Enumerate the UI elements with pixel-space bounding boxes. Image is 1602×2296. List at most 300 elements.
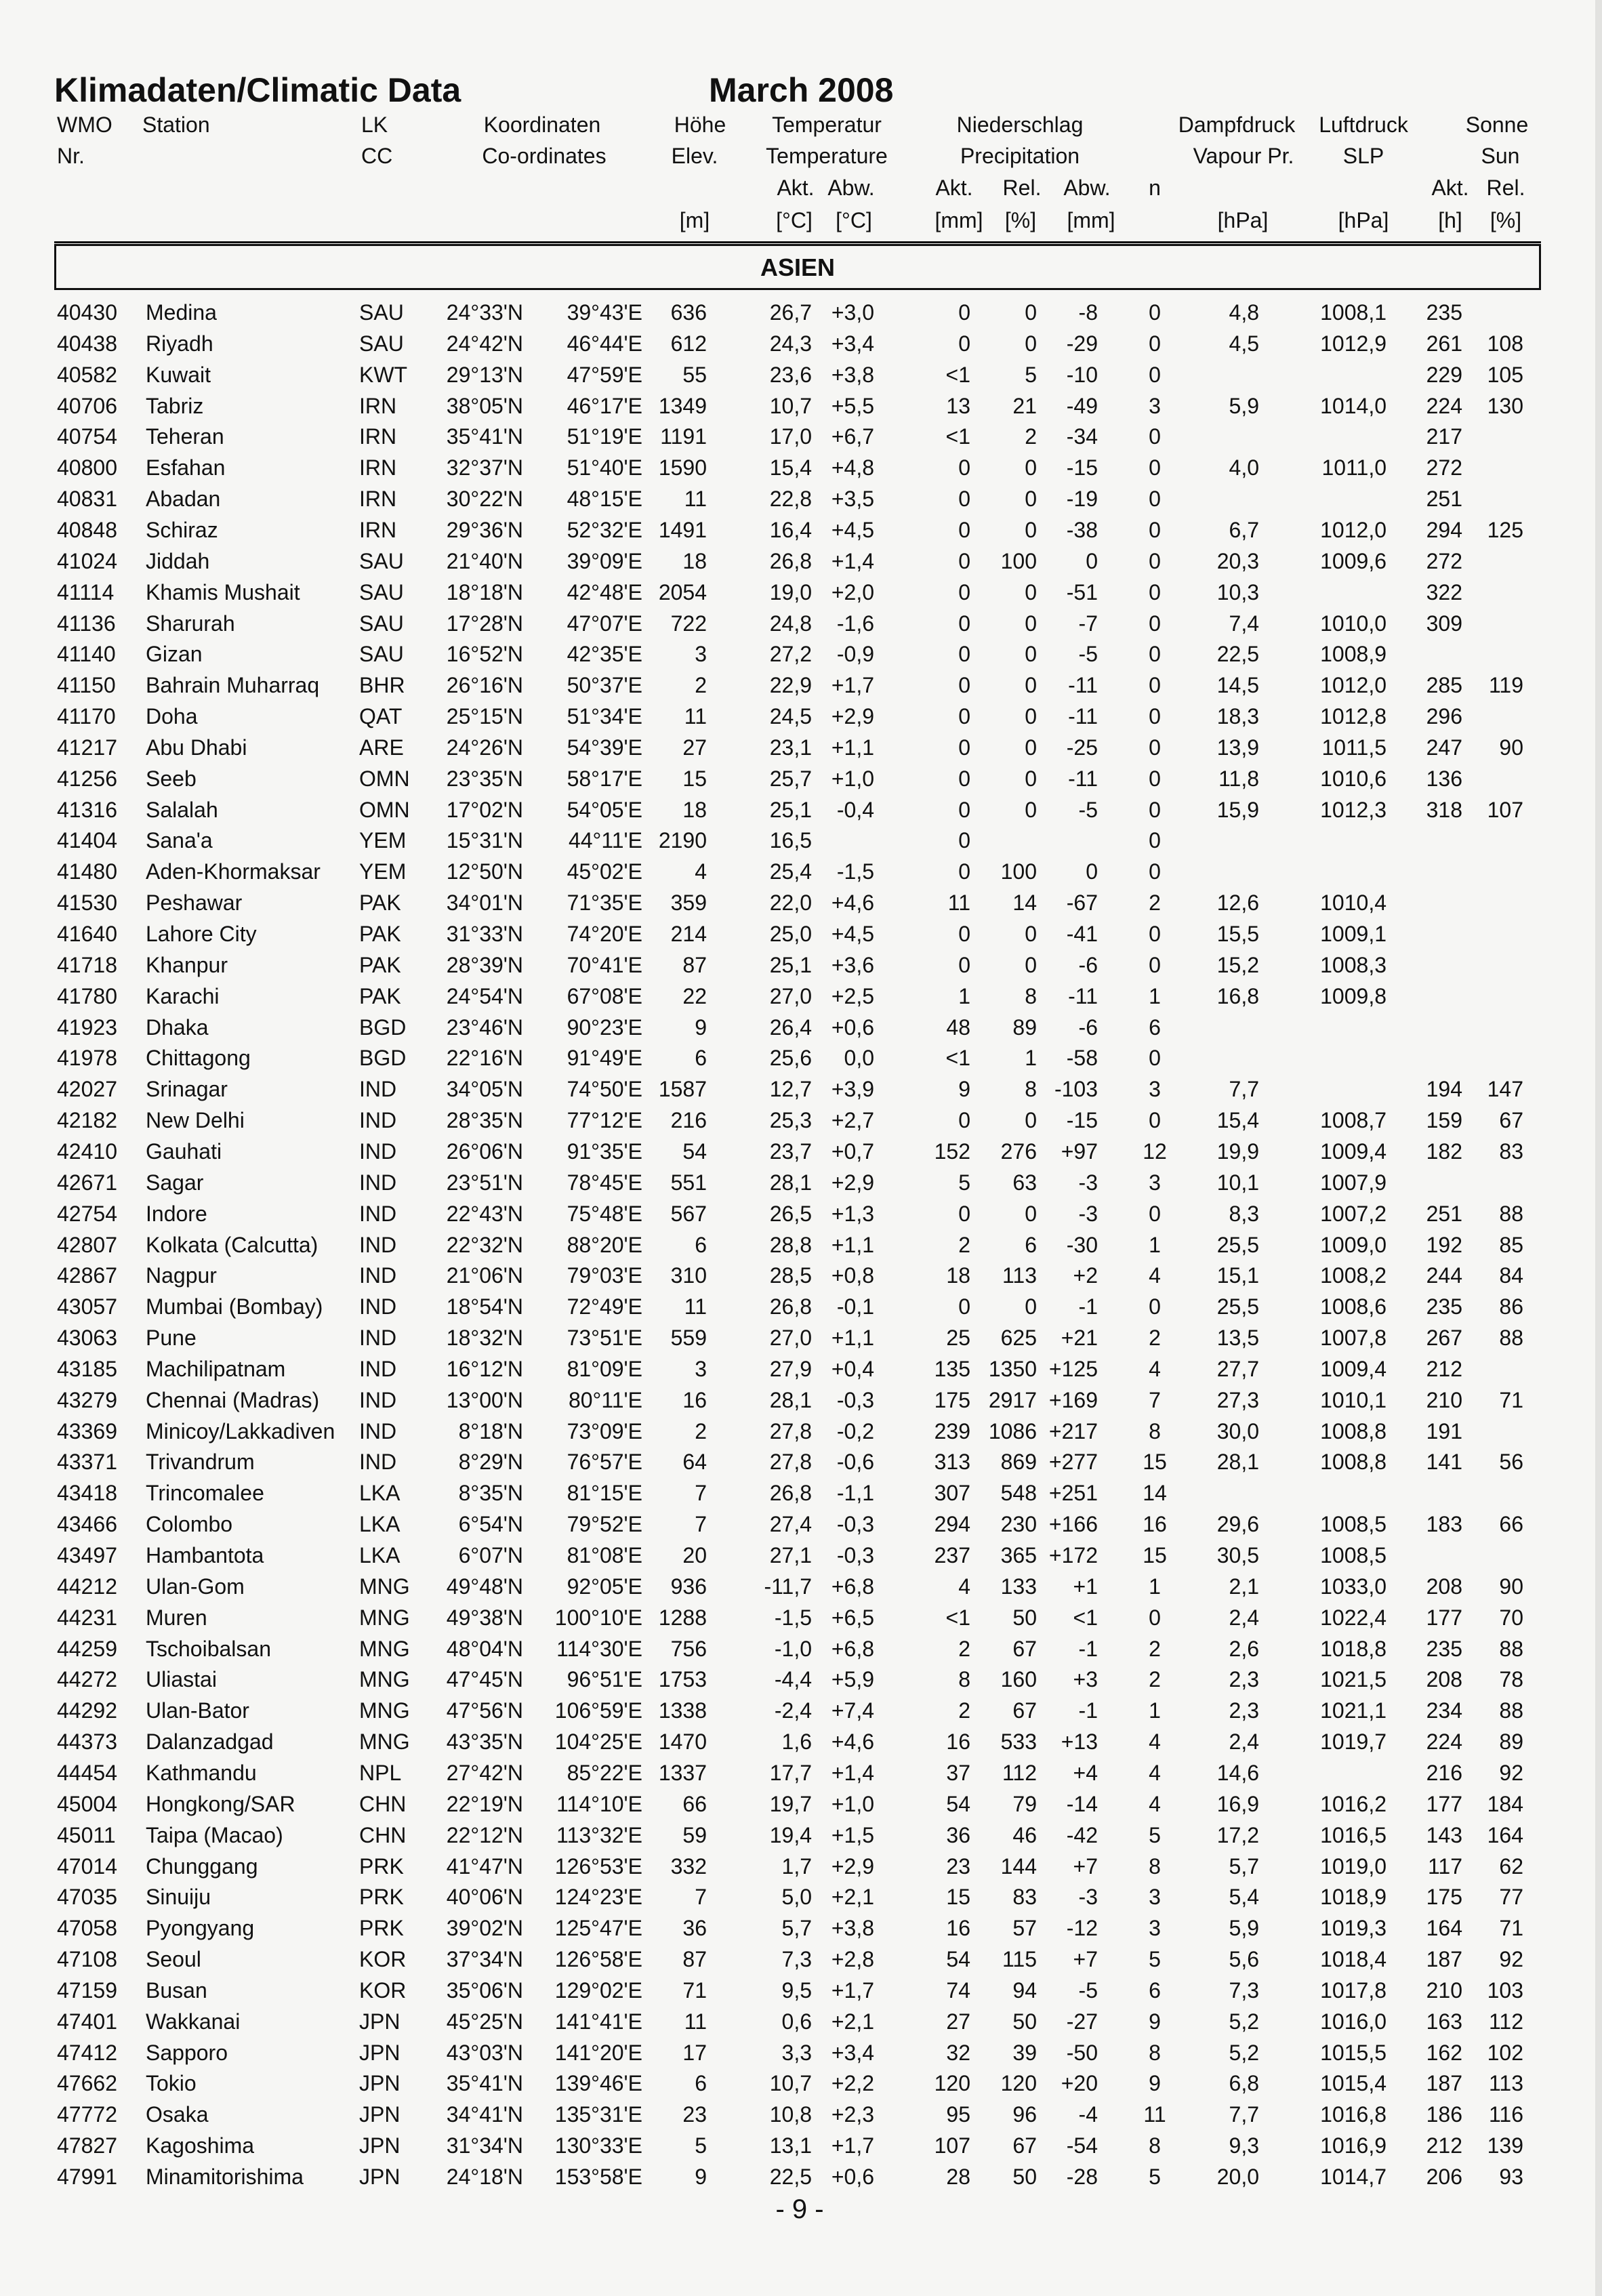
cell-lat: 34°41'N bbox=[446, 2102, 523, 2127]
cell-elev: 6 bbox=[695, 1232, 707, 1257]
cell-prec-akt: 0 bbox=[958, 859, 970, 884]
hdr-sun: Sun bbox=[1481, 144, 1520, 168]
hdr-nied-n: n bbox=[1149, 176, 1161, 200]
cell-wmo: 44231 bbox=[57, 1605, 117, 1630]
cell-vapour: 15,4 bbox=[1216, 1108, 1259, 1133]
cell-prec-days: 12 bbox=[1143, 1139, 1167, 1164]
cell-slp: 1019,3 bbox=[1320, 1916, 1387, 1941]
cell-lat: 8°35'N bbox=[458, 1481, 523, 1506]
cell-temp-abw: +1,7 bbox=[831, 2133, 874, 2158]
cell-prec-akt: 0 bbox=[958, 300, 970, 325]
cell-station: Bahrain Muharraq bbox=[146, 673, 320, 698]
cell-wmo: 40848 bbox=[57, 517, 117, 542]
cell-elev: 1491 bbox=[658, 517, 707, 542]
cell-prec-akt: 5 bbox=[958, 1170, 970, 1195]
cell-temp-akt: 13,1 bbox=[769, 2133, 812, 2158]
cell-wmo: 42027 bbox=[57, 1077, 117, 1102]
cell-prec-days: 4 bbox=[1149, 1263, 1161, 1288]
hdr-sonne-unit-akt: [h] bbox=[1438, 208, 1462, 232]
cell-prec-rel: 39 bbox=[1012, 2040, 1037, 2065]
cell-sun-rel: 77 bbox=[1499, 1885, 1523, 1910]
cell-temp-abw: -0,3 bbox=[836, 1512, 874, 1537]
cell-slp: 1010,6 bbox=[1320, 766, 1387, 791]
cell-sun-rel: 88 bbox=[1499, 1201, 1523, 1226]
cell-lon: 114°30'E bbox=[556, 1636, 642, 1661]
cell-wmo: 44454 bbox=[57, 1760, 117, 1785]
cell-slp: 1009,4 bbox=[1320, 1356, 1387, 1381]
cell-slp: 1012,0 bbox=[1320, 673, 1387, 698]
cell-lon: 74°20'E bbox=[567, 922, 642, 946]
cell-vapour: 14,5 bbox=[1216, 673, 1259, 698]
cell-lat: 28°35'N bbox=[446, 1108, 523, 1133]
cell-slp: 1008,9 bbox=[1320, 642, 1387, 667]
cell-sun-akt: 235 bbox=[1426, 1636, 1462, 1661]
cell-prec-akt: <1 bbox=[945, 424, 970, 449]
cell-station: Ulan-Bator bbox=[146, 1698, 249, 1723]
cell-temp-akt: 5,7 bbox=[781, 1916, 812, 1941]
cell-lat: 47°56'N bbox=[446, 1698, 523, 1723]
cell-temp-akt: 26,4 bbox=[769, 1014, 812, 1040]
cell-elev: 4 bbox=[695, 859, 707, 884]
cell-sun-rel: 113 bbox=[1488, 2071, 1523, 2096]
cell-prec-akt: 13 bbox=[946, 393, 970, 418]
cell-prec-akt: 32 bbox=[946, 2040, 970, 2065]
cell-slp: 1016,5 bbox=[1320, 1822, 1387, 1847]
cell-sun-akt: 229 bbox=[1426, 362, 1462, 387]
cell-lat: 29°13'N bbox=[446, 362, 523, 387]
cell-wmo: 43185 bbox=[57, 1356, 117, 1381]
cell-lat: 6°07'N bbox=[458, 1543, 523, 1567]
cell-country: JPN bbox=[359, 2165, 400, 2189]
cell-prec-days: 0 bbox=[1149, 828, 1161, 853]
cell-sun-akt: 224 bbox=[1426, 1729, 1462, 1755]
cell-vapour: 7,3 bbox=[1229, 1977, 1259, 2003]
cell-country: SAU bbox=[359, 611, 404, 636]
cell-station: Colombo bbox=[146, 1512, 233, 1537]
cell-temp-akt: 7,3 bbox=[781, 1947, 812, 1972]
cell-prec-rel: 79 bbox=[1012, 1791, 1037, 1816]
cell-elev: 11 bbox=[684, 487, 707, 512]
cell-country: KOR bbox=[359, 1947, 407, 1972]
cell-lon: 141°41'E bbox=[554, 2009, 642, 2034]
cell-sun-akt: 143 bbox=[1426, 1822, 1462, 1847]
cell-temp-abw: +0,7 bbox=[831, 1139, 874, 1164]
cell-temp-abw: +6,8 bbox=[831, 1636, 874, 1661]
cell-lat: 26°16'N bbox=[446, 673, 523, 698]
cell-lat: 15°31'N bbox=[446, 828, 523, 853]
cell-temp-abw: +2,9 bbox=[831, 704, 874, 729]
cell-lat: 39°02'N bbox=[446, 1916, 523, 1941]
cell-lon: 47°59'E bbox=[567, 362, 642, 387]
cell-temp-akt: 9,5 bbox=[781, 1977, 812, 2003]
cell-temp-akt: 1,6 bbox=[781, 1729, 812, 1755]
cell-temp-abw: 0,0 bbox=[844, 1046, 874, 1071]
cell-country: PAK bbox=[359, 983, 401, 1008]
cell-station: Chittagong bbox=[146, 1046, 251, 1071]
cell-temp-akt: 25,4 bbox=[769, 859, 812, 884]
cell-prec-akt: 0 bbox=[958, 517, 970, 542]
cell-prec-days: 0 bbox=[1149, 487, 1161, 512]
cell-elev: 55 bbox=[682, 362, 707, 387]
cell-temp-akt: 3,3 bbox=[781, 2040, 812, 2065]
cell-prec-abw: -3 bbox=[1078, 1885, 1098, 1910]
cell-sun-rel: 112 bbox=[1488, 2009, 1523, 2034]
cell-lat: 22°16'N bbox=[446, 1046, 523, 1071]
cell-wmo: 43369 bbox=[57, 1418, 117, 1443]
cell-elev: 20 bbox=[682, 1543, 707, 1567]
cell-country: OMN bbox=[359, 766, 410, 791]
cell-station: Salalah bbox=[146, 797, 218, 822]
cell-prec-akt: 2 bbox=[958, 1636, 970, 1661]
hdr-wmo: WMO bbox=[57, 112, 112, 137]
cell-prec-akt: 16 bbox=[946, 1916, 970, 1941]
cell-temp-akt: 23,7 bbox=[769, 1139, 812, 1164]
cell-country: LKA bbox=[359, 1512, 400, 1537]
cell-elev: 6 bbox=[695, 2071, 707, 2096]
hdr-nr: Nr. bbox=[57, 144, 85, 168]
cell-temp-akt: 19,0 bbox=[769, 579, 812, 604]
cell-wmo: 47058 bbox=[57, 1916, 117, 1941]
cell-temp-akt: 24,8 bbox=[769, 611, 812, 636]
cell-prec-akt: 0 bbox=[958, 704, 970, 729]
cell-sun-akt: 294 bbox=[1426, 517, 1462, 542]
cell-temp-abw: +5,9 bbox=[831, 1667, 874, 1692]
cell-wmo: 42807 bbox=[57, 1232, 117, 1257]
cell-prec-akt: 54 bbox=[946, 1947, 970, 1972]
cell-country: BGD bbox=[359, 1046, 407, 1071]
cell-prec-rel: 0 bbox=[1025, 797, 1037, 822]
cell-slp: 1008,1 bbox=[1320, 300, 1387, 325]
cell-sun-rel: 184 bbox=[1487, 1791, 1523, 1816]
cell-prec-akt: 28 bbox=[946, 2165, 970, 2189]
cell-lon: 153°58'E bbox=[554, 2165, 642, 2189]
cell-station: Karachi bbox=[146, 983, 220, 1008]
cell-wmo: 42867 bbox=[57, 1263, 117, 1288]
cell-lon: 45°02'E bbox=[567, 859, 642, 884]
cell-wmo: 40706 bbox=[57, 393, 117, 418]
cell-wmo: 44272 bbox=[57, 1667, 117, 1692]
cell-lon: 51°34'E bbox=[567, 704, 642, 729]
cell-slp: 1012,8 bbox=[1320, 704, 1387, 729]
cell-prec-days: 15 bbox=[1143, 1450, 1167, 1475]
cell-station: Machilipatnam bbox=[146, 1356, 286, 1381]
cell-prec-days: 3 bbox=[1149, 1170, 1161, 1195]
cell-vapour: 2,1 bbox=[1229, 1574, 1259, 1599]
cell-station: Riyadh bbox=[146, 331, 213, 356]
cell-lat: 49°48'N bbox=[446, 1574, 523, 1599]
cell-temp-abw: +2,2 bbox=[831, 2071, 874, 2096]
cell-prec-days: 0 bbox=[1149, 797, 1161, 822]
cell-prec-akt: 0 bbox=[958, 735, 970, 760]
cell-prec-days: 8 bbox=[1149, 1418, 1161, 1443]
cell-country: SAU bbox=[359, 331, 404, 356]
cell-country: ARE bbox=[359, 735, 404, 760]
cell-prec-akt: 2 bbox=[958, 1698, 970, 1723]
cell-temp-abw: +1,7 bbox=[831, 673, 874, 698]
cell-lat: 43°03'N bbox=[446, 2040, 523, 2065]
cell-prec-akt: 4 bbox=[958, 1574, 970, 1599]
cell-vapour: 15,9 bbox=[1216, 797, 1259, 822]
cell-prec-akt: 294 bbox=[934, 1512, 970, 1537]
cell-vapour: 5,7 bbox=[1229, 1853, 1259, 1879]
cell-station: Doha bbox=[146, 704, 198, 729]
cell-slp: 1016,8 bbox=[1320, 2102, 1387, 2127]
cell-elev: 1470 bbox=[658, 1729, 707, 1755]
cell-lat: 41°47'N bbox=[446, 1853, 523, 1879]
cell-prec-rel: 115 bbox=[1002, 1947, 1037, 1972]
cell-prec-abw: +20 bbox=[1061, 2071, 1098, 2096]
cell-prec-abw: +4 bbox=[1073, 1760, 1098, 1785]
cell-vapour: 25,5 bbox=[1216, 1232, 1259, 1257]
hdr-elev-unit: [m] bbox=[679, 208, 710, 232]
cell-prec-rel: 89 bbox=[1012, 1014, 1037, 1040]
cell-temp-akt: 27,0 bbox=[769, 1326, 812, 1351]
cell-wmo: 40430 bbox=[57, 300, 117, 325]
cell-prec-akt: 0 bbox=[958, 455, 970, 480]
cell-temp-abw: +6,7 bbox=[831, 424, 874, 449]
cell-sun-rel: 89 bbox=[1499, 1729, 1523, 1755]
cell-prec-abw: +13 bbox=[1061, 1729, 1098, 1755]
cell-slp: 1009,0 bbox=[1320, 1232, 1387, 1257]
cell-prec-akt: 0 bbox=[958, 673, 970, 698]
cell-temp-akt: 26,8 bbox=[769, 1481, 812, 1506]
cell-prec-rel: 2 bbox=[1025, 424, 1037, 449]
cell-prec-akt: 1 bbox=[958, 983, 970, 1008]
cell-temp-abw: +6,5 bbox=[831, 1605, 874, 1630]
cell-vapour: 19,9 bbox=[1216, 1139, 1259, 1164]
cell-country: IND bbox=[359, 1108, 397, 1133]
cell-station: Dhaka bbox=[146, 1014, 209, 1040]
cell-temp-akt: 25,6 bbox=[769, 1046, 812, 1071]
cell-slp: 1016,9 bbox=[1320, 2133, 1387, 2158]
cell-vapour: 9,3 bbox=[1229, 2133, 1259, 2158]
cell-station: Kolkata (Calcutta) bbox=[146, 1232, 319, 1257]
cell-vapour: 8,3 bbox=[1229, 1201, 1259, 1226]
cell-slp: 1019,7 bbox=[1320, 1729, 1387, 1755]
cell-prec-akt: <1 bbox=[945, 1605, 970, 1630]
cell-prec-rel: 112 bbox=[1002, 1760, 1037, 1785]
cell-prec-akt: 2 bbox=[958, 1232, 970, 1257]
cell-slp: 1012,9 bbox=[1320, 331, 1387, 356]
cell-station: New Delhi bbox=[146, 1108, 245, 1133]
cell-country: SAU bbox=[359, 300, 404, 325]
cell-sun-rel: 84 bbox=[1499, 1263, 1523, 1288]
cell-lon: 130°33'E bbox=[554, 2133, 642, 2158]
cell-lat: 31°33'N bbox=[446, 922, 523, 946]
cell-prec-rel: 625 bbox=[1000, 1326, 1037, 1351]
cell-lat: 24°42'N bbox=[446, 331, 523, 356]
cell-elev: 11 bbox=[684, 1294, 707, 1319]
cell-temp-abw: +3,5 bbox=[831, 487, 874, 512]
cell-prec-abw: +2 bbox=[1073, 1263, 1098, 1288]
cell-sun-rel: 103 bbox=[1487, 1977, 1523, 2003]
cell-lat: 34°01'N bbox=[446, 890, 523, 916]
cell-station: Sana'a bbox=[146, 828, 213, 853]
cell-vapour: 6,7 bbox=[1229, 517, 1259, 542]
cell-wmo: 41170 bbox=[57, 704, 116, 729]
cell-prec-days: 1 bbox=[1149, 983, 1161, 1008]
cell-vapour: 12,6 bbox=[1216, 890, 1259, 916]
cell-country: NPL bbox=[359, 1760, 402, 1785]
cell-wmo: 41150 bbox=[57, 673, 116, 698]
cell-wmo: 40754 bbox=[57, 424, 117, 449]
cell-vapour: 15,2 bbox=[1216, 952, 1259, 977]
cell-lon: 58°17'E bbox=[567, 766, 642, 791]
cell-station: Khamis Mushait bbox=[146, 579, 300, 604]
cell-lat: 17°02'N bbox=[446, 797, 523, 822]
cell-prec-rel: 0 bbox=[1025, 1108, 1037, 1133]
cell-prec-rel: 50 bbox=[1012, 2165, 1037, 2189]
cell-prec-akt: 11 bbox=[947, 890, 970, 916]
cell-country: IND bbox=[359, 1326, 397, 1351]
cell-sun-akt: 186 bbox=[1426, 2102, 1462, 2127]
cell-lat: 24°26'N bbox=[446, 735, 523, 760]
cell-lon: 88°20'E bbox=[567, 1232, 642, 1257]
cell-prec-akt: 0 bbox=[958, 331, 970, 356]
cell-sun-akt: 208 bbox=[1426, 1667, 1462, 1692]
cell-lon: 126°53'E bbox=[554, 1853, 642, 1879]
cell-country: PAK bbox=[359, 890, 401, 916]
cell-wmo: 41404 bbox=[57, 828, 117, 853]
cell-lon: 141°20'E bbox=[554, 2040, 642, 2065]
cell-temp-akt: 16,5 bbox=[769, 828, 812, 853]
cell-country: YEM bbox=[359, 859, 407, 884]
cell-temp-akt: -1,5 bbox=[774, 1605, 812, 1630]
cell-lon: 124°23'E bbox=[554, 1885, 642, 1910]
cell-country: SAU bbox=[359, 548, 404, 573]
cell-prec-rel: 0 bbox=[1025, 673, 1037, 698]
cell-prec-akt: 120 bbox=[934, 2071, 970, 2096]
cell-vapour: 5,9 bbox=[1229, 393, 1259, 418]
cell-elev: 2 bbox=[695, 1418, 707, 1443]
cell-lon: 52°32'E bbox=[567, 517, 642, 542]
cell-prec-days: 4 bbox=[1149, 1356, 1161, 1381]
cell-prec-abw: -15 bbox=[1066, 455, 1098, 480]
cell-lon: 106°59'E bbox=[554, 1698, 642, 1723]
page-number: - 9 - bbox=[775, 2194, 824, 2224]
cell-prec-days: 0 bbox=[1149, 673, 1161, 698]
cell-lon: 126°58'E bbox=[554, 1947, 642, 1972]
cell-prec-rel: 67 bbox=[1012, 1698, 1037, 1723]
cell-slp: 1009,8 bbox=[1320, 983, 1387, 1008]
cell-vapour: 5,2 bbox=[1229, 2040, 1259, 2065]
cell-lon: 46°44'E bbox=[567, 331, 642, 356]
cell-temp-abw: +1,1 bbox=[831, 735, 874, 760]
cell-vapour: 2,6 bbox=[1229, 1636, 1259, 1661]
cell-prec-akt: 0 bbox=[958, 1294, 970, 1319]
cell-lat: 16°52'N bbox=[446, 642, 523, 667]
cell-prec-days: 0 bbox=[1149, 331, 1161, 356]
cell-country: IND bbox=[359, 1356, 397, 1381]
cell-elev: 16 bbox=[682, 1387, 707, 1412]
cell-station: Sagar bbox=[146, 1170, 204, 1195]
hdr-elev: Elev. bbox=[671, 144, 718, 168]
cell-lat: 24°18'N bbox=[446, 2165, 523, 2189]
cell-prec-abw: -34 bbox=[1066, 424, 1098, 449]
cell-temp-akt: 25,1 bbox=[769, 797, 812, 822]
hdr-nied-unit-akt: [mm] bbox=[934, 208, 983, 232]
cell-lat: 26°06'N bbox=[446, 1139, 523, 1164]
cell-station: Muren bbox=[146, 1605, 207, 1630]
cell-prec-abw: 0 bbox=[1086, 548, 1098, 573]
cell-elev: 18 bbox=[682, 548, 707, 573]
cell-slp: 1010,0 bbox=[1320, 611, 1387, 636]
cell-vapour: 5,2 bbox=[1229, 2009, 1259, 2034]
cell-lon: 78°45'E bbox=[567, 1170, 642, 1195]
cell-prec-akt: 9 bbox=[958, 1077, 970, 1102]
cell-temp-abw: +2,3 bbox=[831, 2102, 874, 2127]
cell-sun-rel: 92 bbox=[1499, 1947, 1523, 1972]
cell-temp-abw: +2,7 bbox=[831, 1108, 874, 1133]
cell-lat: 25°15'N bbox=[446, 704, 523, 729]
cell-prec-rel: 83 bbox=[1012, 1885, 1037, 1910]
cell-elev: 6 bbox=[695, 1046, 707, 1071]
cell-temp-akt: 1,7 bbox=[781, 1853, 812, 1879]
cell-wmo: 43371 bbox=[57, 1450, 117, 1475]
cell-country: IRN bbox=[359, 393, 397, 418]
cell-lat: 47°45'N bbox=[446, 1667, 523, 1692]
cell-lon: 44°11'E bbox=[568, 828, 642, 853]
cell-station: Tokio bbox=[146, 2071, 197, 2096]
cell-lat: 18°32'N bbox=[446, 1326, 523, 1351]
cell-country: JPN bbox=[359, 2040, 400, 2065]
cell-prec-days: 0 bbox=[1149, 1108, 1161, 1133]
cell-slp: 1012,3 bbox=[1320, 797, 1387, 822]
cell-prec-akt: <1 bbox=[945, 1046, 970, 1071]
cell-station: Jiddah bbox=[146, 548, 210, 573]
cell-temp-abw: +0,6 bbox=[831, 2165, 874, 2189]
cell-sun-rel: 88 bbox=[1499, 1636, 1523, 1661]
cell-slp: 1008,5 bbox=[1320, 1543, 1387, 1567]
cell-vapour: 4,5 bbox=[1229, 331, 1259, 356]
cell-prec-days: 0 bbox=[1149, 362, 1161, 387]
cell-prec-abw: -3 bbox=[1078, 1201, 1098, 1226]
cell-lon: 67°08'E bbox=[567, 983, 642, 1008]
cell-lon: 91°49'E bbox=[567, 1046, 642, 1071]
cell-sun-rel: 119 bbox=[1488, 673, 1523, 698]
cell-elev: 1338 bbox=[658, 1698, 707, 1723]
cell-temp-akt: 28,8 bbox=[769, 1232, 812, 1257]
cell-prec-abw: -67 bbox=[1066, 890, 1098, 916]
cell-lon: 54°39'E bbox=[567, 735, 642, 760]
cell-lon: 125°47'E bbox=[554, 1916, 642, 1941]
cell-elev: 2190 bbox=[658, 828, 707, 853]
cell-elev: 59 bbox=[682, 1822, 707, 1847]
cell-prec-abw: -5 bbox=[1078, 1977, 1098, 2003]
cell-temp-abw: +2,8 bbox=[831, 1947, 874, 1972]
cell-temp-akt: 10,8 bbox=[769, 2102, 812, 2127]
cell-wmo: 47662 bbox=[57, 2071, 117, 2096]
cell-prec-days: 0 bbox=[1149, 1294, 1161, 1319]
cell-elev: 18 bbox=[682, 797, 707, 822]
cell-station: Minicoy/Lakkadiven bbox=[146, 1418, 335, 1443]
cell-prec-abw: +3 bbox=[1073, 1667, 1098, 1692]
cell-elev: 216 bbox=[670, 1108, 707, 1133]
cell-prec-abw: -27 bbox=[1066, 2009, 1098, 2034]
cell-country: JPN bbox=[359, 2071, 400, 2096]
cell-vapour: 7,4 bbox=[1229, 611, 1259, 636]
cell-elev: 27 bbox=[682, 735, 707, 760]
cell-temp-akt: 0,6 bbox=[781, 2009, 812, 2034]
cell-prec-rel: 0 bbox=[1025, 300, 1037, 325]
cell-lat: 40°06'N bbox=[446, 1885, 523, 1910]
cell-prec-rel: 14 bbox=[1012, 890, 1037, 916]
cell-sun-rel: 107 bbox=[1487, 797, 1523, 822]
cell-temp-akt: 22,0 bbox=[769, 890, 812, 916]
cell-slp: 1019,0 bbox=[1320, 1853, 1387, 1879]
cell-slp: 1012,0 bbox=[1320, 517, 1387, 542]
cell-prec-days: 1 bbox=[1149, 1232, 1161, 1257]
